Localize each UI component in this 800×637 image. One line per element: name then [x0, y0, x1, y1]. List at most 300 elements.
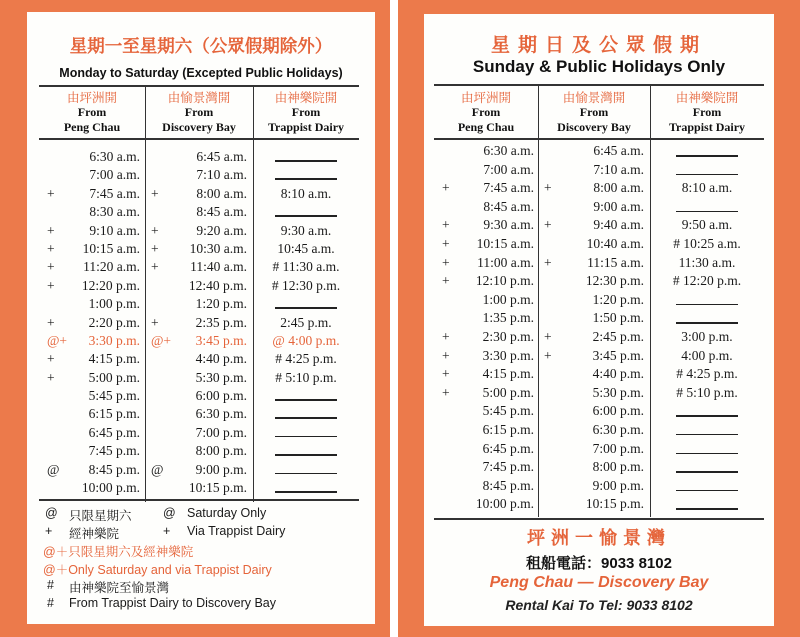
departure-time: 12:30 p.m. [585, 273, 644, 289]
route-marker: + [544, 328, 552, 344]
right-table-bottom-rule [434, 518, 764, 520]
time-row [656, 236, 758, 255]
no-service-dash [676, 174, 738, 176]
departure-time: 10:40 a.m. [586, 235, 644, 251]
time-row [442, 459, 534, 478]
time-row [656, 255, 758, 274]
route-marker: + [47, 369, 55, 385]
departure-time: 7:45 a.m. [89, 185, 140, 201]
departure-time: 5:30 p.m. [592, 384, 644, 400]
no-service-dash [275, 215, 337, 217]
no-service-dash [676, 155, 738, 157]
time-row [442, 162, 534, 181]
time-row [656, 459, 758, 478]
departure-time: 11:40 a.m. [190, 259, 247, 275]
no-service-dash [275, 307, 337, 309]
time-row [656, 496, 758, 515]
legend-row-combined-en: @＋Only Saturday and via Trappist Dairy [43, 563, 272, 577]
time-row [151, 241, 247, 259]
time-row [259, 333, 353, 351]
time-row [151, 296, 247, 314]
time-row [151, 351, 247, 369]
departure-time: 8:45 a.m. [196, 204, 247, 220]
departure-time: 7:45 a.m. [483, 180, 534, 196]
time-row [442, 292, 534, 311]
right-header-bottom-rule [434, 138, 764, 140]
time-row [151, 315, 247, 333]
left-title-en: Monday to Saturday (Excepted Public Holidays) [59, 66, 343, 80]
right-divider-1 [538, 85, 539, 517]
time-row [544, 496, 644, 515]
departure-time: 5:00 p.m. [482, 384, 534, 400]
time-row [47, 149, 140, 167]
time-row [656, 217, 758, 236]
route-marker: + [151, 222, 159, 238]
time-row [544, 162, 644, 181]
legend-row-hash-en: # From Trappist Dairy to Discovery Bay [47, 596, 276, 610]
left-col-pengchau [47, 149, 140, 498]
departure-time: # 11:30 a.m. [272, 259, 340, 275]
left-header-top-rule [39, 85, 359, 87]
no-service-dash [275, 436, 337, 438]
footer-phone-cn: 租船電話：9033 8102 [526, 555, 672, 572]
time-row [442, 143, 534, 162]
time-row [442, 273, 534, 292]
time-row [259, 259, 353, 277]
departure-time: 3:00 p.m. [681, 328, 733, 344]
time-row [47, 167, 140, 185]
departure-time: 4:40 p.m. [592, 366, 644, 382]
departure-time: 2:45 p.m. [592, 328, 644, 344]
route-marker: + [151, 240, 159, 256]
departure-time: 9:10 a.m. [89, 222, 140, 238]
time-row [656, 348, 758, 367]
no-service-dash [275, 178, 337, 180]
route-marker: + [151, 314, 159, 330]
time-row [259, 406, 353, 424]
time-row [656, 292, 758, 311]
departure-time: # 5:10 p.m. [275, 369, 337, 385]
route-marker: + [47, 351, 55, 367]
time-row [151, 462, 247, 480]
route-marker: + [442, 347, 450, 363]
departure-time: 4:40 p.m. [195, 351, 247, 367]
legend-row-trappist: + 經神樂院 + Via Trappist Dairy [45, 524, 286, 541]
no-service-dash [676, 471, 738, 473]
departure-time: 7:00 a.m. [483, 161, 534, 177]
time-row [442, 348, 534, 367]
footer-route-en: Peng Chau — Discovery Bay [489, 574, 709, 591]
time-row [151, 259, 247, 277]
footer-rental: Rental Kai To Tel: 9033 8102 [505, 597, 693, 613]
departure-time: 5:00 p.m. [88, 369, 140, 385]
departure-time: 9:50 a.m. [681, 217, 733, 233]
left-col-trappist [259, 149, 353, 498]
time-row [442, 180, 534, 199]
time-row [544, 478, 644, 497]
departure-time: 1:20 p.m. [592, 291, 644, 307]
time-row [656, 385, 758, 404]
right-card [424, 14, 774, 626]
time-row [47, 315, 140, 333]
time-row [151, 278, 247, 296]
departure-time: 10:15 p.m. [585, 496, 644, 512]
time-row [151, 443, 247, 461]
time-row [442, 478, 534, 497]
departure-time: 2:20 p.m. [88, 314, 140, 330]
legend-row-saturday: @ 只限星期六 @ Saturday Only [45, 506, 267, 523]
no-service-dash [676, 490, 738, 492]
time-row [544, 236, 644, 255]
time-row [47, 204, 140, 222]
left-divider-1 [145, 86, 146, 502]
left-legend [43, 506, 363, 614]
departure-time: # 12:30 p.m. [271, 277, 341, 293]
time-row [47, 278, 140, 296]
time-row [151, 480, 247, 498]
route-marker: + [47, 259, 55, 275]
time-row [259, 167, 353, 185]
time-row [656, 143, 758, 162]
time-row [656, 403, 758, 422]
route-marker: + [442, 384, 450, 400]
departure-time: 10:00 p.m. [475, 496, 534, 512]
departure-time: 8:00 a.m. [593, 180, 644, 196]
route-marker: + [442, 366, 450, 382]
no-service-dash [676, 453, 738, 455]
departure-time: @ 4:00 p.m. [272, 332, 340, 348]
departure-time: 12:40 p.m. [188, 277, 247, 293]
time-row [259, 315, 353, 333]
time-row [151, 425, 247, 443]
departure-time: 7:00 p.m. [195, 424, 247, 440]
departure-time: 1:00 p.m. [88, 296, 140, 312]
time-row [442, 255, 534, 274]
left-colhead-pengchau: 由坪洲開 From Peng Chau [63, 90, 121, 134]
departure-time: 4:00 p.m. [681, 347, 733, 363]
time-row [47, 425, 140, 443]
departure-time: 10:45 a.m. [277, 240, 335, 256]
departure-time: 1:20 p.m. [195, 296, 247, 312]
route-marker: @ [151, 461, 164, 477]
departure-time: 1:35 p.m. [482, 310, 534, 326]
time-row [259, 149, 353, 167]
departure-time: 7:45 p.m. [482, 459, 534, 475]
time-row [47, 480, 140, 498]
time-row [544, 403, 644, 422]
departure-time: # 10:25 a.m. [673, 235, 741, 251]
departure-time: 8:45 p.m. [88, 461, 140, 477]
route-marker: + [442, 180, 450, 196]
time-row [656, 199, 758, 218]
right-col-discoverybay [544, 143, 644, 515]
time-row [544, 329, 644, 348]
right-colhead-pengchau: 由坪洲開 From Peng Chau [457, 90, 515, 134]
time-row [544, 273, 644, 292]
route-marker: + [442, 328, 450, 344]
time-row [544, 310, 644, 329]
time-row [259, 296, 353, 314]
departure-time: 9:40 a.m. [593, 217, 644, 233]
no-service-dash [676, 508, 738, 510]
route-marker: + [544, 254, 552, 270]
no-service-dash [275, 417, 337, 419]
departure-time: 5:45 p.m. [88, 388, 140, 404]
time-row [656, 162, 758, 181]
time-row [544, 459, 644, 478]
route-marker: @ [47, 461, 60, 477]
time-row [259, 186, 353, 204]
time-row [259, 241, 353, 259]
time-row [656, 478, 758, 497]
time-row [151, 149, 247, 167]
departure-time: 10:15 a.m. [82, 240, 140, 256]
left-card [27, 12, 375, 624]
departure-time: 8:30 a.m. [89, 204, 140, 220]
time-row [544, 217, 644, 236]
departure-time: 10:15 a.m. [476, 235, 534, 251]
departure-time: 11:20 a.m. [83, 259, 140, 275]
departure-time: 6:45 p.m. [482, 440, 534, 456]
route-marker: + [544, 217, 552, 233]
time-row [47, 443, 140, 461]
time-row [442, 496, 534, 515]
route-marker: + [47, 277, 55, 293]
departure-time: 11:00 a.m. [477, 254, 534, 270]
time-row [544, 143, 644, 162]
departure-time: # 5:10 p.m. [676, 384, 738, 400]
no-service-dash [676, 415, 738, 417]
time-row [656, 180, 758, 199]
route-marker: + [47, 185, 55, 201]
time-row [47, 406, 140, 424]
departure-time: 2:35 p.m. [195, 314, 247, 330]
right-colhead-trappist: 由神樂院開 From Trappist Dairy [668, 90, 746, 134]
route-marker: + [442, 235, 450, 251]
time-row [47, 370, 140, 388]
time-row [259, 370, 353, 388]
time-row [442, 310, 534, 329]
footer-route-cn: 坪洲一愉景灣 [527, 528, 671, 549]
time-row [259, 443, 353, 461]
time-row [544, 199, 644, 218]
departure-time: 8:10 a.m. [280, 185, 332, 201]
departure-time: 7:00 p.m. [592, 440, 644, 456]
departure-time: # 4:25 p.m. [275, 351, 337, 367]
time-row [259, 425, 353, 443]
time-row [544, 180, 644, 199]
time-row [656, 441, 758, 460]
time-row [151, 370, 247, 388]
route-marker: + [151, 259, 159, 275]
departure-time: 6:30 p.m. [592, 421, 644, 437]
time-row [47, 333, 140, 351]
time-row [47, 296, 140, 314]
departure-time: 7:10 a.m. [593, 161, 644, 177]
time-row [151, 186, 247, 204]
route-marker: + [442, 217, 450, 233]
departure-time: 10:15 p.m. [188, 480, 247, 496]
no-service-dash [676, 304, 738, 306]
time-row [656, 310, 758, 329]
departure-time: 12:20 p.m. [81, 277, 140, 293]
time-row [47, 462, 140, 480]
time-row [442, 385, 534, 404]
time-row [544, 255, 644, 274]
route-marker: + [47, 314, 55, 330]
time-row [656, 273, 758, 292]
route-marker: + [544, 180, 552, 196]
departure-time: 9:30 a.m. [280, 222, 332, 238]
right-colhead-discoverybay: 由愉景灣開 From Discovery Bay [557, 90, 631, 134]
departure-time: 9:00 p.m. [195, 461, 247, 477]
route-marker: @+ [47, 332, 68, 348]
no-service-dash [676, 211, 738, 213]
legend-row-combined-cn: @＋只限星期六及經神樂院 [43, 545, 194, 559]
time-row [442, 199, 534, 218]
time-row [151, 204, 247, 222]
time-row [442, 329, 534, 348]
time-row [47, 351, 140, 369]
time-row [259, 278, 353, 296]
no-service-dash [275, 160, 337, 162]
no-service-dash [275, 399, 337, 401]
right-title-en: Sunday & Public Holidays Only [472, 57, 726, 76]
departure-time: 6:30 p.m. [195, 406, 247, 422]
time-row [442, 422, 534, 441]
departure-time: 10:30 a.m. [189, 240, 247, 256]
time-row [544, 441, 644, 460]
time-row [259, 480, 353, 498]
right-divider-2 [650, 85, 651, 517]
no-service-dash [275, 473, 337, 475]
time-row [47, 259, 140, 277]
route-marker: + [442, 273, 450, 289]
departure-time: 3:45 p.m. [592, 347, 644, 363]
no-service-dash [275, 491, 337, 493]
departure-time: 12:10 p.m. [475, 273, 534, 289]
time-row [442, 217, 534, 236]
departure-time: 6:15 p.m. [88, 406, 140, 422]
departure-time: 6:30 a.m. [89, 149, 140, 164]
departure-time: 2:30 p.m. [482, 328, 534, 344]
departure-time: 11:15 a.m. [587, 254, 644, 270]
departure-time: 10:00 p.m. [81, 480, 140, 496]
right-title-cn: 星期日及公眾假期 [490, 34, 707, 56]
time-row [47, 388, 140, 406]
departure-time: 8:00 p.m. [592, 459, 644, 475]
departure-time: 4:15 p.m. [482, 366, 534, 382]
departure-time: 8:00 a.m. [196, 185, 247, 201]
time-row [47, 241, 140, 259]
departure-time: 6:15 p.m. [482, 421, 534, 437]
departure-time: 9:30 a.m. [483, 217, 534, 233]
time-row [151, 388, 247, 406]
departure-time: 9:00 p.m. [592, 477, 644, 493]
departure-time: 1:00 p.m. [482, 291, 534, 307]
time-row [47, 186, 140, 204]
departure-time: 7:00 a.m. [89, 167, 140, 183]
time-row [656, 329, 758, 348]
left-colhead-trappist: 由神樂院開 From Trappist Dairy [267, 90, 345, 134]
departure-time: 6:00 p.m. [195, 388, 247, 404]
time-row [442, 236, 534, 255]
route-marker: + [47, 222, 55, 238]
time-row [656, 422, 758, 441]
time-row [544, 292, 644, 311]
departure-time: # 12:20 p.m. [672, 273, 742, 289]
no-service-dash [676, 434, 738, 436]
departure-time: 7:10 a.m. [196, 167, 247, 183]
time-row [151, 223, 247, 241]
departure-time: 6:45 p.m. [88, 424, 140, 440]
departure-time: # 4:25 p.m. [676, 366, 738, 382]
time-row [442, 403, 534, 422]
departure-time: 8:10 a.m. [681, 180, 733, 196]
departure-time: 3:30 p.m. [88, 332, 140, 348]
departure-time: 9:00 a.m. [593, 198, 644, 214]
departure-time: 7:45 p.m. [88, 443, 140, 459]
departure-time: 6:45 a.m. [593, 143, 644, 158]
route-marker: @+ [151, 332, 172, 348]
time-row [259, 351, 353, 369]
departure-time: 3:30 p.m. [482, 347, 534, 363]
departure-time: 4:15 p.m. [88, 351, 140, 367]
time-row [259, 204, 353, 222]
left-header-bottom-rule [39, 138, 359, 140]
departure-time: 1:50 p.m. [592, 310, 644, 326]
time-row [656, 366, 758, 385]
time-row [47, 223, 140, 241]
departure-time: 5:30 p.m. [195, 369, 247, 385]
time-row [544, 385, 644, 404]
departure-time: 11:30 a.m. [678, 254, 736, 270]
no-service-dash [676, 322, 738, 324]
departure-time: 6:00 p.m. [592, 403, 644, 419]
time-row [544, 422, 644, 441]
departure-time: 3:45 p.m. [195, 332, 247, 348]
departure-time: 8:45 a.m. [483, 198, 534, 214]
left-colhead-discoverybay: 由愉景灣開 From Discovery Bay [162, 90, 236, 134]
time-row [151, 333, 247, 351]
departure-time: 8:45 p.m. [482, 477, 534, 493]
route-marker: + [442, 254, 450, 270]
time-row [259, 462, 353, 480]
left-divider-2 [253, 86, 254, 502]
time-row [151, 167, 247, 185]
route-marker: + [544, 347, 552, 363]
time-row [442, 366, 534, 385]
left-table-bottom-rule [39, 499, 359, 501]
departure-time: 6:30 a.m. [483, 143, 534, 158]
right-col-trappist [656, 143, 758, 515]
time-row [442, 441, 534, 460]
right-header-top-rule [434, 84, 764, 86]
time-row [544, 348, 644, 367]
departure-time: 6:45 a.m. [196, 149, 247, 164]
right-col-pengchau [442, 143, 534, 515]
departure-time: 2:45 p.m. [280, 314, 332, 330]
departure-time: 8:00 p.m. [195, 443, 247, 459]
route-marker: + [47, 240, 55, 256]
left-title-cn: 星期一至星期六（公眾假期除外） [69, 37, 333, 57]
departure-time: 5:45 p.m. [482, 403, 534, 419]
time-row [544, 366, 644, 385]
route-marker: + [151, 185, 159, 201]
time-row [259, 223, 353, 241]
no-service-dash [275, 454, 337, 456]
departure-time: 9:20 a.m. [196, 222, 247, 238]
